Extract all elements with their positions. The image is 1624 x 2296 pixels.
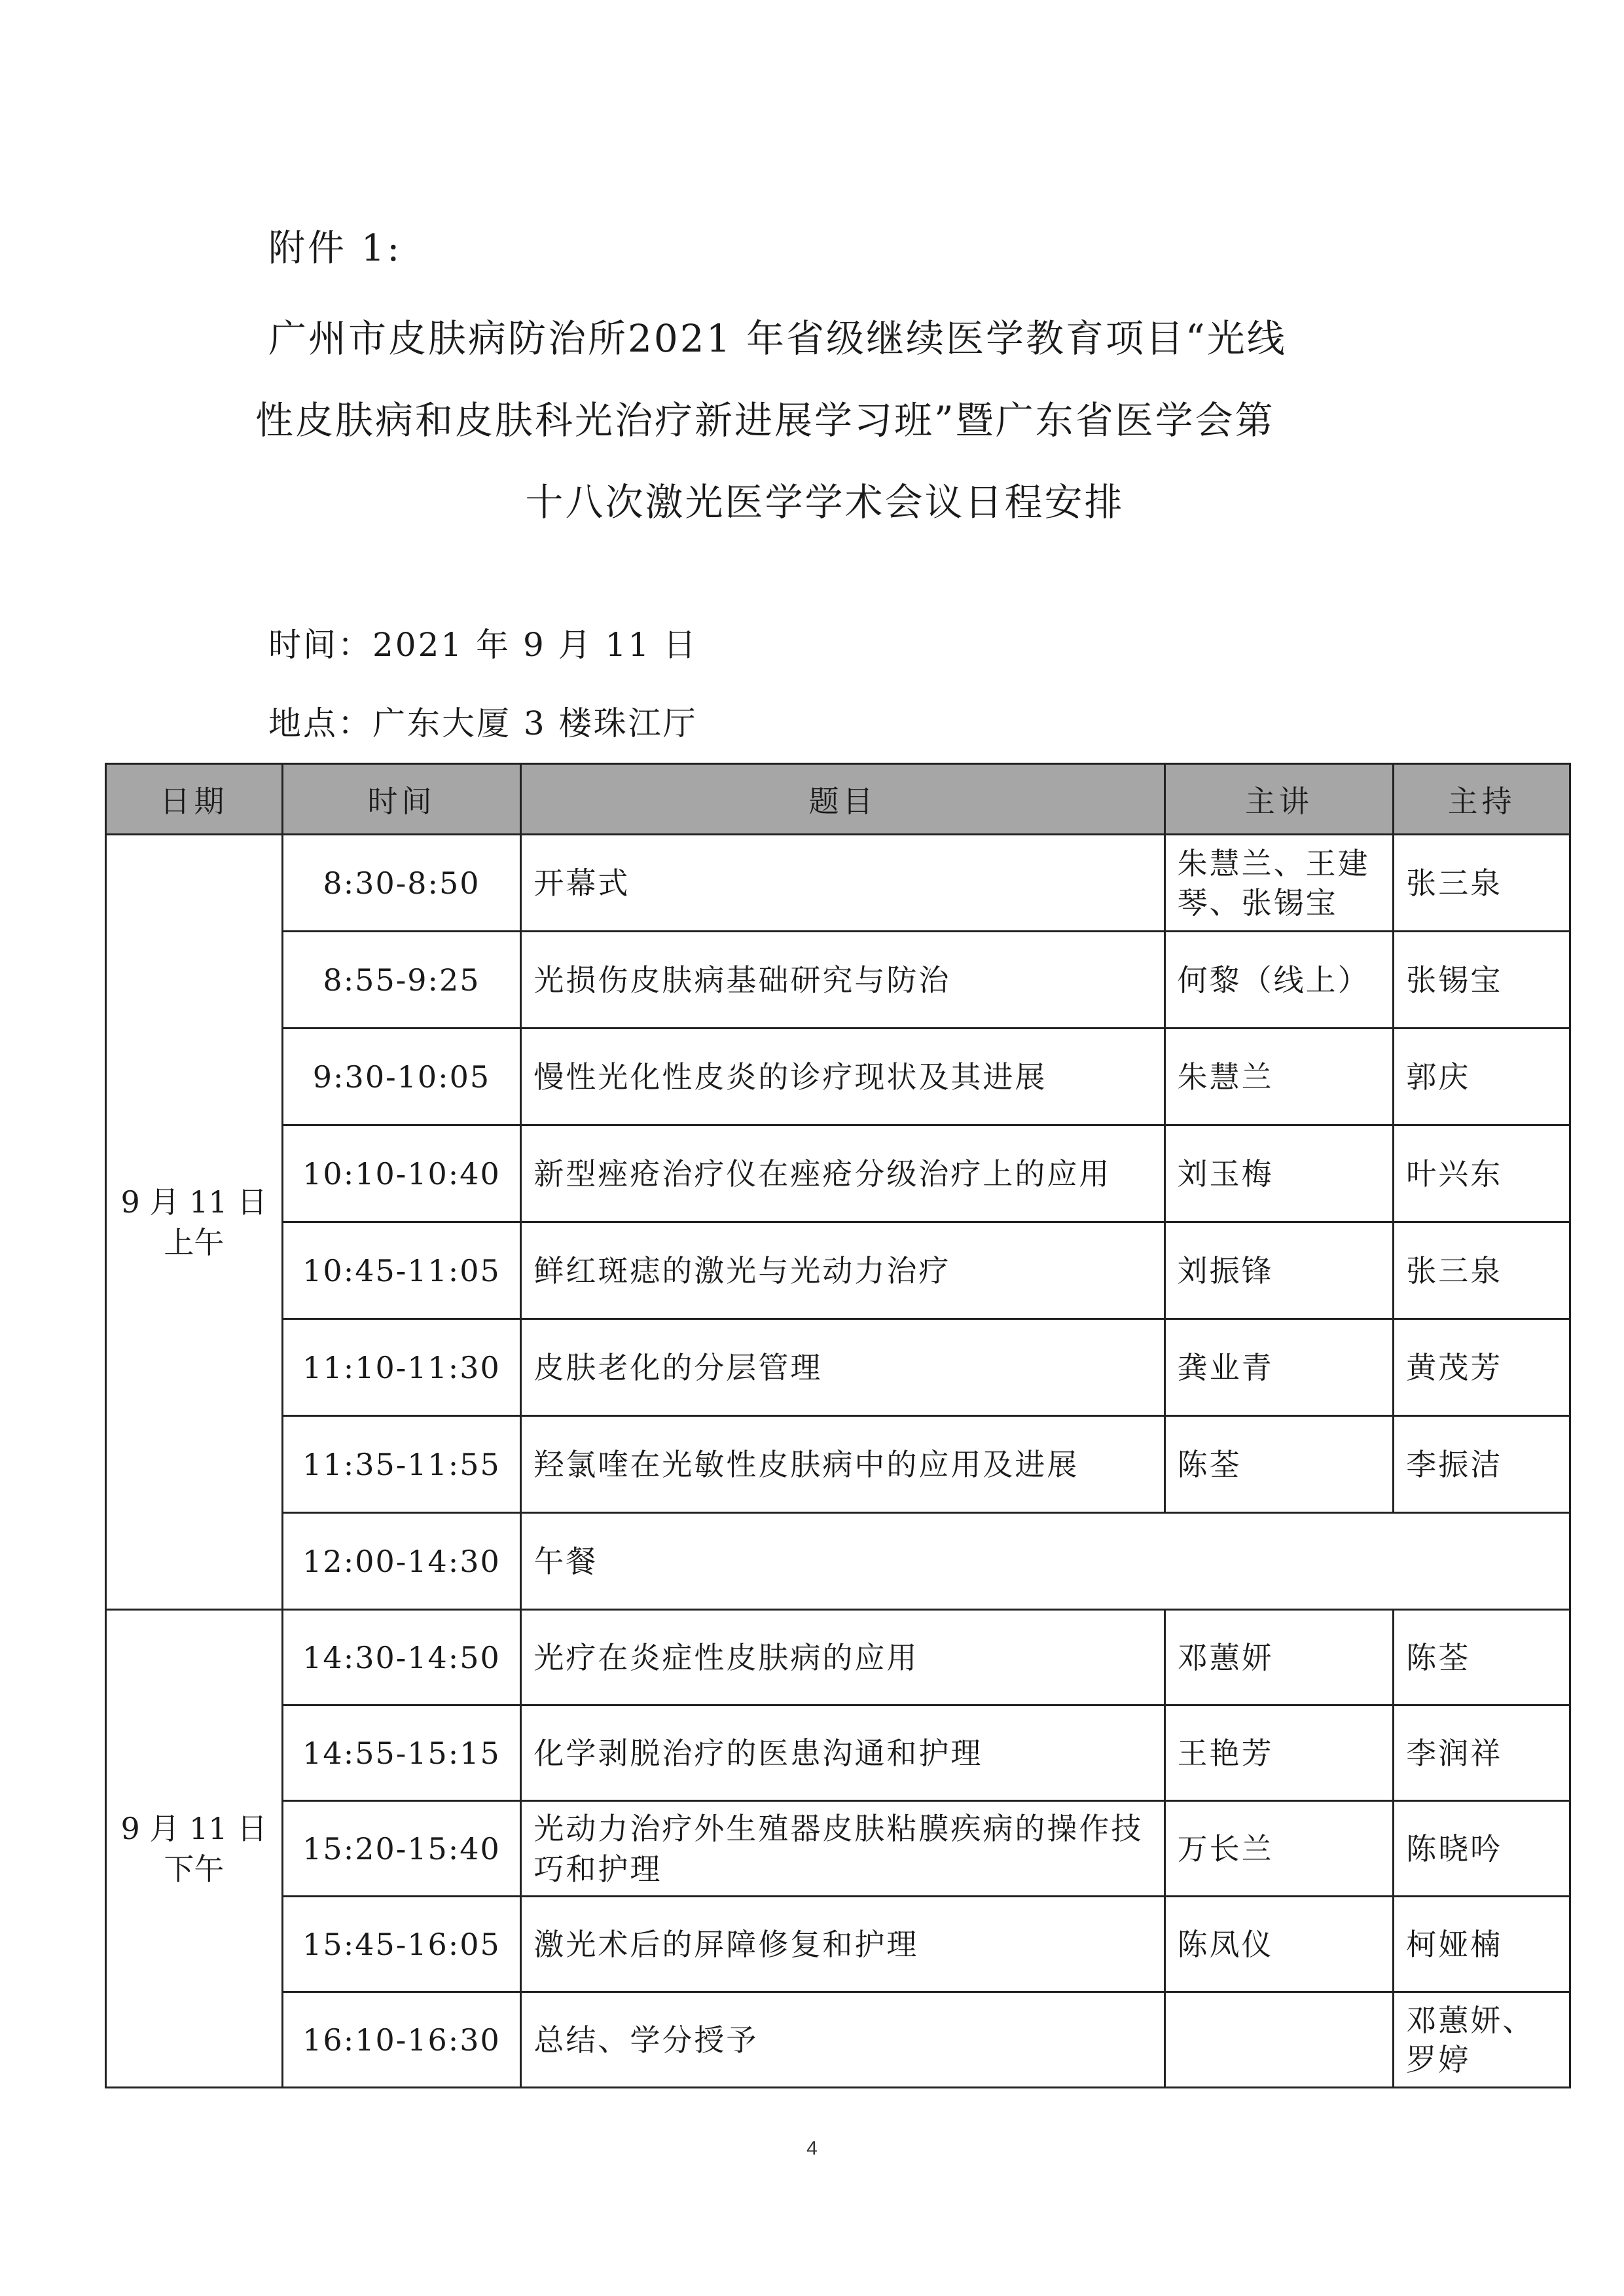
session-time: 10:10-10:40 <box>282 1125 521 1222</box>
session-speaker <box>1164 1992 1394 2088</box>
session-host: 郭庆 <box>1394 1029 1570 1125</box>
table-row-lunch <box>106 1513 1570 1610</box>
session-topic: 新型痤疮治疗仪在痤疮分级治疗上的应用 <box>521 1125 1164 1222</box>
session-time: 11:35-11:55 <box>282 1416 521 1513</box>
table-row <box>106 1319 1570 1416</box>
header-speaker: 主讲 <box>1164 764 1394 835</box>
table-row <box>106 932 1570 1029</box>
title-line-2: 性皮肤病和皮肤科光治疗新进展学习班”暨广东省医学会第 <box>255 398 1275 443</box>
session-speaker: 万长兰 <box>1164 1801 1394 1897</box>
morning-period: 上午 <box>164 1224 225 1260</box>
lunch-time: 12:00-14:30 <box>282 1513 521 1610</box>
event-time: 时间：2021 年 9 月 11 日 <box>268 626 698 664</box>
session-speaker: 王艳芳 <box>1164 1705 1394 1801</box>
schedule-table <box>105 763 1571 2088</box>
session-speaker: 陈荃 <box>1164 1416 1394 1513</box>
afternoon-date: 9 月 11 日 <box>120 1810 268 1846</box>
session-speaker: 陈凤仪 <box>1164 1897 1394 1992</box>
session-host: 陈晓吟 <box>1394 1801 1570 1897</box>
session-host: 柯娅楠 <box>1394 1897 1570 1992</box>
lunch-topic: 午餐 <box>521 1513 1570 1610</box>
session-time: 8:55-9:25 <box>282 932 521 1029</box>
morning-date-cell <box>106 835 283 1610</box>
afternoon-period: 下午 <box>164 1851 225 1887</box>
session-time: 9:30-10:05 <box>282 1029 521 1125</box>
table-row <box>106 1416 1570 1513</box>
session-topic: 总结、学分授予 <box>521 1992 1164 2088</box>
session-speaker: 何黎（线上） <box>1164 932 1394 1029</box>
session-speaker: 刘振锋 <box>1164 1222 1394 1319</box>
session-topic: 激光术后的屏障修复和护理 <box>521 1897 1164 1992</box>
table-row <box>106 1705 1570 1801</box>
session-host: 李润祥 <box>1394 1705 1570 1801</box>
session-topic: 慢性光化性皮炎的诊疗现状及其进展 <box>521 1029 1164 1125</box>
table-row <box>106 1992 1570 2088</box>
title-line-1: 广州市皮肤病防治所2021 年省级继续医学教育项目“光线 <box>268 316 1287 361</box>
session-host: 黄茂芳 <box>1394 1319 1570 1416</box>
header-date: 日期 <box>106 764 283 835</box>
session-time: 14:55-15:15 <box>282 1705 521 1801</box>
title-line-3: 十八次激光医学学术会议日程安排 <box>525 480 1125 524</box>
table-row <box>106 835 1570 932</box>
table-row <box>106 1897 1570 1992</box>
event-place: 地点：广东大厦 3 楼珠江厅 <box>268 704 698 742</box>
session-time: 11:10-11:30 <box>282 1319 521 1416</box>
session-topic: 开幕式 <box>521 835 1164 932</box>
session-host: 张三泉 <box>1394 1222 1570 1319</box>
session-host: 张三泉 <box>1394 835 1570 932</box>
header-topic: 题目 <box>521 764 1164 835</box>
session-topic: 光损伤皮肤病基础研究与防治 <box>521 932 1164 1029</box>
attachment-label: 附件 1: <box>268 227 403 270</box>
session-speaker: 龚业青 <box>1164 1319 1394 1416</box>
table-row <box>106 1610 1570 1705</box>
session-topic: 光疗在炎症性皮肤病的应用 <box>521 1610 1164 1705</box>
morning-date: 9 月 11 日 <box>120 1184 268 1220</box>
table-row <box>106 1222 1570 1319</box>
session-time: 10:45-11:05 <box>282 1222 521 1319</box>
session-time: 14:30-14:50 <box>282 1610 521 1705</box>
session-time: 8:30-8:50 <box>282 835 521 932</box>
session-topic: 光动力治疗外生殖器皮肤粘膜疾病的操作技巧和护理 <box>521 1801 1164 1897</box>
table-header-row <box>106 764 1570 835</box>
session-time: 15:20-15:40 <box>282 1801 521 1897</box>
session-host: 叶兴东 <box>1394 1125 1570 1222</box>
session-host: 邓蕙妍、罗婷 <box>1394 1992 1570 2088</box>
session-speaker: 刘玉梅 <box>1164 1125 1394 1222</box>
session-topic: 皮肤老化的分层管理 <box>521 1319 1164 1416</box>
header-host: 主持 <box>1394 764 1570 835</box>
session-topic: 鲜红斑痣的激光与光动力治疗 <box>521 1222 1164 1319</box>
table-row <box>106 1029 1570 1125</box>
header-time: 时间 <box>282 764 521 835</box>
session-topic: 羟氯喹在光敏性皮肤病中的应用及进展 <box>521 1416 1164 1513</box>
session-speaker: 邓蕙妍 <box>1164 1610 1394 1705</box>
session-speaker: 朱慧兰、王建琴、张锡宝 <box>1164 835 1394 932</box>
page-number: 4 <box>806 2138 818 2159</box>
table-row <box>106 1801 1570 1897</box>
table-row <box>106 1125 1570 1222</box>
session-speaker: 朱慧兰 <box>1164 1029 1394 1125</box>
session-time: 16:10-16:30 <box>282 1992 521 2088</box>
session-host: 张锡宝 <box>1394 932 1570 1029</box>
afternoon-date-cell <box>106 1610 283 2088</box>
session-host: 李振洁 <box>1394 1416 1570 1513</box>
session-topic: 化学剥脱治疗的医患沟通和护理 <box>521 1705 1164 1801</box>
session-host: 陈荃 <box>1394 1610 1570 1705</box>
session-time: 15:45-16:05 <box>282 1897 521 1992</box>
